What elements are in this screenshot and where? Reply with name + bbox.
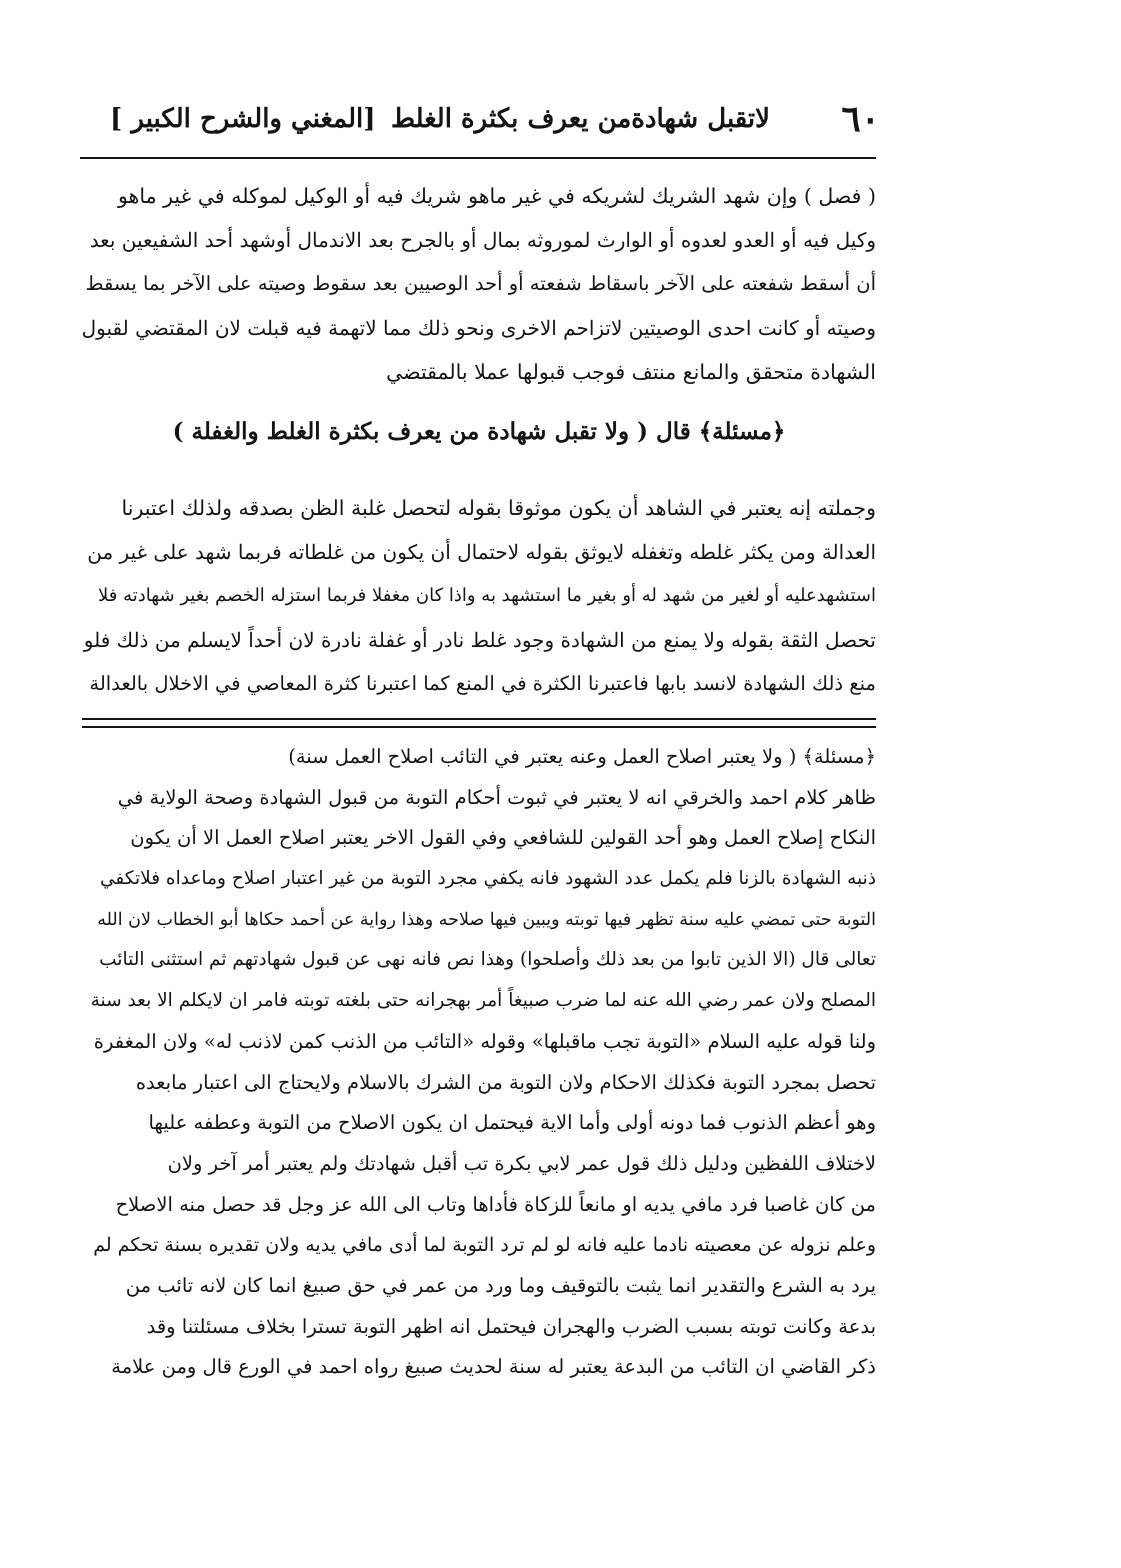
page-header — [80, 94, 880, 154]
header-rule — [80, 157, 876, 159]
text-line: ذنبه الشهادة بالزنا فلم يكمل عدد الشهود فانه يكفي مجرد التوبة من غير اعتبار اصلاح وماعداه فلاتكفي — [100, 868, 876, 890]
text-line: لاختلاف اللفظين ودليل ذلك قول عمر لابي بكرة تب أقبل شهادتك ولم يعتبر أمر آخر ولان — [167, 1151, 876, 1175]
text-line: تحصل بمجرد التوبة فكذلك الاحكام ولان التوبة من الشرك بالاسلام ولايحتاج الى اعتبار مابعده — [135, 1070, 876, 1094]
text-line: ولنا قوله عليه السلام «التوبة تجب ماقبلها» وقوله «التائب من الذنب كمن لاذنب له» ولان المغفرة — [93, 1029, 876, 1053]
text-line: ( فصل ) وإن شهد الشريك لشريكه في غير ماهو شريك فيه أو الوكيل لموكله في غير ماهو — [117, 184, 876, 208]
text-line: وصيته أو كانت احدى الوصيتين لاتزاحم الاخرى ونحو ذلك مما لاتهمة فيه قبلت لان المقتضي لقبول — [82, 316, 876, 340]
text-line: من كان غاصبا فرد مافي يديه او مانعاً للزكاة فأداها وتاب الى الله عز وجل قد حصل منه الاصلاح — [115, 1192, 876, 1216]
text-line: العدالة ومن يكثر غلطه وتغفله لايوثق بقوله لاحتمال أن يكون من غلطاته فربما شهد على غير من — [87, 540, 876, 564]
text-line: بدعة وكانت توبته بسبب الضرب والهجران فيحتمل انه اظهر التوبة تسترا بخلاف مسئلتنا وقد — [146, 1314, 876, 1338]
book-title: [المغني والشرح الكبير ] — [110, 104, 376, 134]
text-line: تعالى قال (الا الذين تابوا من بعد ذلك وأصلحوا) وهذا نص فانه نهى عن قبول شهادتهم ثم استثنى التائب — [99, 949, 876, 971]
section-divider — [82, 718, 876, 728]
text-line: وجملته إنه يعتبر في الشاهد أن يكون موثوقا بقوله لتحصل غلبة الظن بصدقه ولذلك اعتبرنا — [121, 496, 876, 520]
text-line: أن أسقط شفعته على الآخر باسقاط شفعته أو أحد الوصيين بعد سقوط وصيته على الآخر بما يسقط — [85, 272, 876, 295]
text-line: منع ذلك الشهادة لانسد بابها فاعتبرنا الكثرة في المنع كما اعتبرنا كثرة المعاصي في الاخلال بالعدالة — [89, 672, 876, 695]
text-line: يرد به الشرع والتقدير انما يثبت بالتوقيف وما ورد من عمر في حق صبيغ انما كان لانه تائب من — [125, 1273, 876, 1297]
text-line: وعلم نزوله عن معصيته نادما عليه فانه لو لم ترد التوبة لما أدى مافي يديه ولان تقديره بسنة تحكم لم — [93, 1234, 876, 1257]
text-line: التوبة حتى تمضي عليه سنة تظهر فيها توبته ويبين فيها صلاحه وهذا رواية عن أحمد حكاها أبو الخطاب لان الله — [97, 909, 876, 930]
text-line: المصلح ولان عمر رضي الله عنه لما ضرب صبيغاً أمر بهجرانه حتى بلغته توبته فامر ان لايكلم الا بعد سنة — [90, 990, 876, 1012]
text-line: استشهدعليه أو لغير من شهد له أو بغير ما استشهد به واذا كان مغفلا فربما استزله الخصم بغير شهادته فلا — [98, 585, 876, 606]
page-number: ٦٠ — [841, 98, 880, 140]
sharh-section — [82, 737, 876, 1388]
text-line: الشهادة متحقق والمانع منتف فوجب قبولها عملا بالمقتضي — [386, 360, 876, 384]
text-line: ذكر القاضي ان التائب من البدعة يعتبر له سنة لحديث صبيغ رواه احمد في الورع قال ومن علامة — [111, 1355, 876, 1379]
text-line: ﴿مسئلة﴾ ( ولا يعتبر اصلاح العمل وعنه يعتبر في التائب اصلاح العمل سنة) — [288, 745, 876, 768]
text-line: وهو أعظم الذنوب فما دونه أولى وأما الاية فيحتمل ان يكون الاصلاح من التوبة وعطفه عليها — [148, 1111, 876, 1135]
text-line: وكيل فيه أو العدو لعدوه أو الوارث لموروثه بمال أو بالجرح بعد الاندمال أوشهد أحد الشفيعين بعد — [89, 228, 876, 252]
fasl-paragraph — [82, 174, 876, 394]
masala-commentary — [82, 486, 876, 706]
text-line: تحصل الثقة بقوله ولا يمنع من الشهادة وجود غلط نادر أو غفلة نادرة لان أحداً لايسلم من ذلك فلو — [83, 628, 876, 652]
text-line: ظاهر كلام احمد والخرقي انه لا يعتبر في ثبوت أحكام التوبة من قبول الشهادة وصحة الولاية في — [117, 785, 876, 809]
running-title: لاتقبل شهادةمن يعرف بكثرة الغلط — [390, 104, 770, 134]
text-line: النكاح إصلاح العمل وهو أحد القولين للشافعي وفي القول الاخر يعتبر اصلاح العمل الا أن يكون — [130, 826, 876, 850]
masala-heading: ﴿مسئلة﴾ قال ( ولا تقبل شهادة من يعرف بكثرة الغلط والغفلة ) — [172, 418, 786, 445]
